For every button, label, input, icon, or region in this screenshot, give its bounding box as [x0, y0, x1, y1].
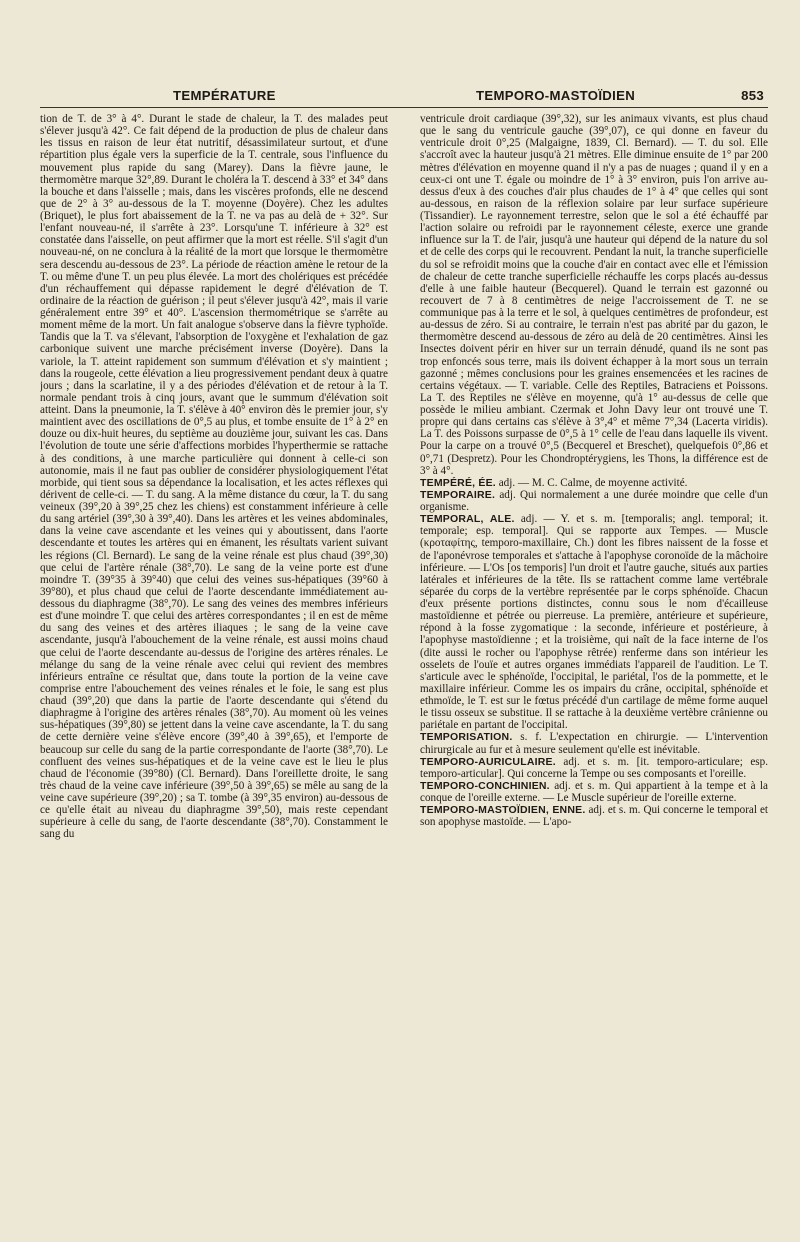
entry-text: adj. et s. m. [it. temporo-articulare; esp. temporo-articular]. Qui concerne la Tempe ou ses composants et l'oreille.	[420, 755, 768, 780]
entry-headword: TEMPORO-AURICULAIRE.	[420, 755, 556, 768]
right-column	[420, 113, 768, 1233]
entry-temporo-conchinien	[420, 780, 768, 804]
entry-text: s. f. L'expectation en chirurgie. — L'intervention chirurgicale au fur et à mesure seulement qu'elle est inévitable.	[420, 731, 768, 756]
entry-temporo-mastoidien	[420, 804, 768, 828]
header-rule	[40, 107, 768, 108]
entry-temporaire	[420, 489, 768, 513]
right-column-intro: ventricule droit cardiaque (39°,32), sur les animaux vivants, est plus chaud que le sang du ventricule gauche (39°,07), ce qui donne en faveur du ventricule droit 0°,25 (Malgaigne, 1839, Cl. Bernard). — T. du sol. Elle s'accroît avec la hauteur jusqu'à 21 mètres. Elle diminue ensuite de 1° par 200 mètres d'élévation en moyenne quand il n'y a pas de nuages ; quand il y en a ceux-ci ont une T. égale ou moindre de 1° à 3° environ, puis l'on arrive au-dessus d'eux à des couches d'air plus chaudes de 1° à 4° que celles qui sont au-dessous, en raison de la réflexion solaire par leur surface supérieure (Tissandier). Le rayonnement terrestre, selon que le sol a été échauffé par l'action solaire ou refroidi par le rayonnement céleste, exerce une grande influence sur la T. de l'air, jusqu'à une hauteur qui dépend de la nature du sol et de celle des corps qui le recouvrent. Pendant la nuit, la tranche superficielle du sol se refroidit moins que la couche d'air en contact avec elle et l'émission de chaleur de cette tranche superficielle réchauffe les corps placés au-dessus d'elle à une faible hauteur (Becquerel). Quand le terrain est gazonné ou recouvert de 7 à 8 centimètres de neige l'accroissement de T. ne se communique pas à la terre et le sol, à quelques centimètres de profondeur, est au-dessus de zéro. Si au contraire, le terrain n'est pas abrité par du gazon, le thermomètre descend au-dessous de zéro au delà de 20 centimètres. Ainsi les Insectes doivent périr en hiver sur un terrain dénudé, quand ils ne sont pas trop enfoncés sous terre, mais ils doivent échapper à la mort sous un terrain gazonné ; mêmes conclusions pour les graines ensemencées et les racines de certains végétaux. — T. variable. Celle des Reptiles, Batraciens et Poissons. La T. des Reptiles ne s'élève en moyenne, qu'à 1° au-dessus de celle que possède le milieu ambiant. Czermak et John Davy leur ont trouvé une T. propre qui dans certains cas s'élève à 3°,4° et même 7°,34 (Lacerta viridis). La T. des Poissons surpasse de 0°,5 à 1° celle de l'eau dans laquelle ils vivent. Pour la carpe on a trouvé 0°,5 (Becquerel et Breschet), quelquefois 0°,86 et 0°,71 (Despretz). Pour les Chondroptérygiens, les Thons, la différence est de 3° à 4°.	[420, 113, 768, 477]
entry-headword: TEMPORAIRE.	[420, 488, 496, 501]
entry-text: adj. — M. C. Calme, de moyenne activité.	[498, 476, 688, 489]
entry-headword: TEMPÉRÉ, ÉE.	[420, 476, 496, 489]
entry-headword: TEMPORO-CONCHINIEN.	[420, 779, 550, 792]
header-left-title: TEMPÉRATURE	[173, 88, 276, 103]
entry-headword: TEMPORISATION.	[420, 731, 513, 744]
left-column	[40, 113, 388, 1233]
entry-text: adj. Qui normalement a une durée moindre que celle d'un organisme.	[420, 488, 768, 513]
entry-temporo-auriculaire	[420, 756, 768, 780]
entry-headword: TEMPORO-MASTOÏDIEN, ENNE.	[420, 804, 586, 817]
left-column-text: tion de T. de 3° à 4°. Durant le stade de chaleur, la T. des malades peut s'élever jusqu'à 42°. Ce fait dépend de la production de plus de chaleur dans les tissus en raison de leur état nutritif, désassimilateur surtout, et d'une répartition plus égale vers la superficie de la T. centrale, sous l'influence du mouvement plus rapide du sang (Marey). Dans la fièvre jaune, le thermomètre marque 32°,89. Durant le choléra la T. descend à 33° et 34° dans la bouche et dans l'aisselle ; mais, dans les viscères profonds, elle ne descend que de 2° à 3° au-dessous de la T. moyenne (Doyère). Chez les adultes (Briquet), le plus fort abaissement de la T. ne va pas au delà de + 32°. Sur l'enfant nouveau-né, il s'arrête à 23°. Lorsqu'une T. inférieure à 32° est constatée dans l'aisselle, on peut affirmer que la mort est réelle. S'il s'agit d'un nouveau-né, on ne conclura à la réalité de la mort que lorsque le thermomètre sera descendu au-dessous de 23°. La période de réaction amène le retour de la T. ou même d'une T. un peu plus élevée. La mort des cholériques est précédée d'un réchauffement qui dépasse rapidement le degré d'élévation de T. ordinaire de la réaction de guérison ; il peut s'élever jusqu'à 42°, mais il varie généralement entre 39° et 40°. L'ascension thermométrique se s'arrête au moment même de la mort. Un fait analogue s'observe dans la fièvre typhoïde. Tandis que la T. va s'élevant, l'absorption de l'oxygène et l'exhalation de gaz carbonique suivent une marche précisément inverse (Doyère). Dans la variole, la T. atteint rapidement son summum d'élévation et s'y maintient ; dans la rougeole, cette élévation a lieu progressivement pendant deux à quatre jours ; dans la scarlatine, il y a des périodes d'élévation et de retour à la T. normale pendant trois à cinq jours, avant que le summum d'élévation soit atteint. Dans la pneumonie, la T. s'élève à 40° environ dès le premier jour, s'y maintient avec des oscillations de 0°,5 au plus, et tombe ensuite de 1° à 2° en douze ou dix-huit heures, du septième au douzième jour, suivant les cas. Dans l'évolution de toute une série d'affections morbides l'hyperthermie se rattache à des conditions, à une marche particulière qui donnent à celle-ci son autonomie, mais il ne faut pas oublier de considérer physiologiquement l'état morbide, qui tient sous sa dépendance la localisation, et les actes réflexes qui dérivent de celle-ci. — T. du sang. A la même distance du cœur, la T. du sang veineux (39°,20 à 39°,25 chez les chiens) est constamment inférieure à celle du sang artériel (39°,30 à 39°,40). Dans les artères et les veines abdominales, dans la veine cave ascendante et les veines qui y aboutissent, dans l'aorte descendante et toutes les artères qui en émanent, les résultats varient suivant les régions (Cl. Bernard). Le sang de la veine rénale est plus chaud (39°,30) que celui de l'artère rénale (38°,70). Le sang de la veine porte est d'une moindre T. (39°35 à 39°40) que celui des veines sus-hépatiques (39°60 à 39°80), et plus chaud que celui de l'aorte descendante immédiatement au-dessous du diaphragme (38°,70). Le sang des veines des membres inférieurs est d'une moindre T. que celui des artères correspondantes ; il en est de même du sang des veines et des artères iliaques ; le sang de la veine cave ascendante, jusqu'à l'abouchement de la veine rénale, est aussi moins chaud que celui de l'aorte descendante au-dessus de l'origine des artères rénales. Le mélange du sang de la veine rénale avec celui qui revient des membres inférieurs entraîne ce résultat que, dans toute la portion de la veine cave comprise entre l'abouchement des veines rénales et le foie, le sang est plus chaud (39°,20) que dans la partie de l'aorte descendante qui s'étend du diaphragme à l'origine des artères rénales (38°,70). Au moment où les veines sus-hépatiques (39°,80) se jettent dans la veine cave ascendante, la T. du sang de cette dernière veine s'élève encore (39°,40 à 39°,65), et l'emporte de beaucoup sur celle du sang de la partie correspondante de l'aorte (38°,70). Le confluent des veines sus-hépatiques et de la veine cave est le lieu le plus chaud de l'économie (39°80) (Cl. Bernard). Dans l'oreillette droite, le sang très chaud de la veine cave inférieure (39°,50 à 39°,65) se mêle au sang de la veine cave supérieure (39°,20) ; sa T. tombe (à 39°,35 environ) au-dessous de ce qu'elle était au niveau du diaphragme 39°,50), mais reste cependant supérieure à celle du sang, de l'aorte descendante (38°,70). Constamment le sang du	[40, 113, 388, 841]
page-number: 853	[741, 88, 764, 103]
entry-temporisation	[420, 731, 768, 755]
entry-text: adj. — Y. et s. m. [temporalis; angl. temporal; it. temporale; esp. temporal]. Qui se rapporte aux Tempes. — Muscle (κροταφίτης, temporo-maxillaire, Ch.) dont les fibres naissent de la fosse et de l'aponévrose temporales et s'attache à l'apophyse coronoïde de la mâchoire inférieure. — L'Os [os temporis] l'un droit et l'autre gauche, situés aux parties latérales et inférieures de la tête. Ils se rattachent comme lame vertébrale séparée du corps de la vertèbre représentée par le corps sphénoïde. Chacun d'eux présente portions distinctes, connu sous le nom d'écailleuse mastoïdienne et pétrée ou pierreuse. La première, antérieure et supérieure, répond à la fosse zygomatique : la seconde, inférieure et postérieure, à l'apophyse mastoïdienne ; et la troisième, qui naît de la face interne de l'os (dite aussi le rocher ou l'apophyse rêtrée) renferme dans son intérieur les osselets de l'ouïe et autres organes immédiats l'appareil de l'audition. Le T. s'articule avec le sphénoïde, l'occipital, le pariétal, l'os de la pommette, et le maxillaire inférieur. Comme les os impairs du crâne, occipital, sphénoïde et ethmoïde, le T. est sur le fœtus précédé d'un cartilage de même forme auquel le tissu osseux se substitue. Il se rattache à la deuxième vertèbre crânienne ou pariétale en partant de l'occipital.	[420, 513, 768, 732]
entry-temporal	[420, 513, 768, 731]
entry-tempere	[420, 477, 768, 489]
entry-headword: TEMPORAL, ALE.	[420, 513, 515, 526]
entry-text: adj. et s. m. Qui appartient à la tempe et à la conque de l'oreille externe. — Le Muscle supérieur de l'oreille externe.	[420, 779, 768, 804]
entry-text: adj. et s. m. Qui concerne le temporal et son apophyse mastoïde. — L'apo-	[420, 804, 768, 829]
header-center-title: TEMPORO-MASTOÏDIEN	[476, 88, 636, 103]
